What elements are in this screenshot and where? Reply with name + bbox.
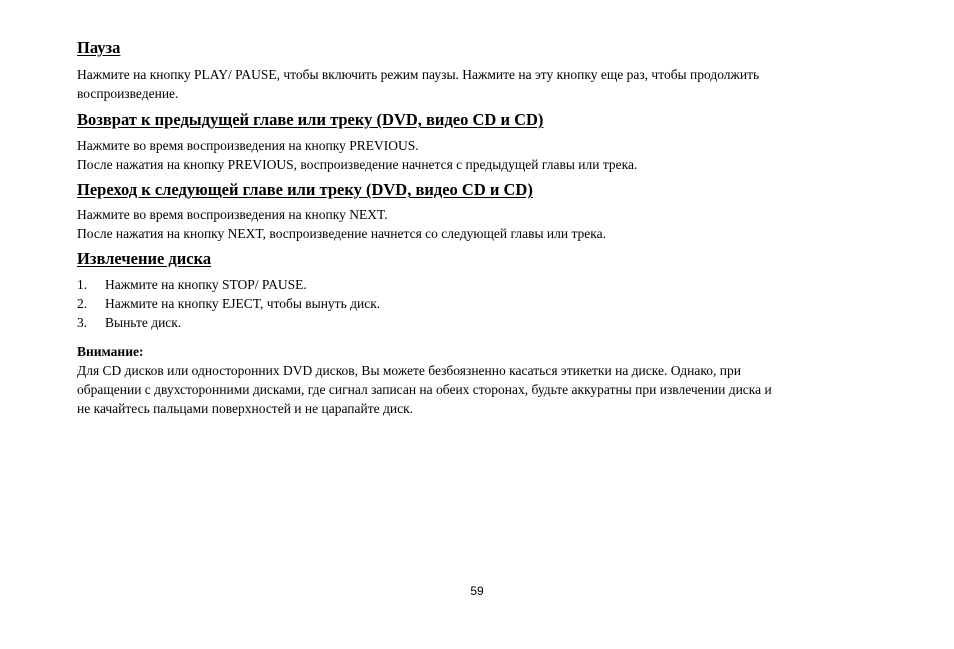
section-heading-next: Переход к следующей главе или треку (DVD, видео CD и CD) [77,180,533,199]
warning-text [77,361,925,418]
list-item [77,294,925,313]
section-heading-pause: Пауза [77,38,121,57]
warning-title: Внимание: [77,344,144,359]
eject-steps-list [77,275,925,332]
step-text: Нажмите на кнопку EJECT, чтобы вынуть диск. [105,296,381,311]
section-text-previous [77,136,925,174]
manual-page [77,38,925,418]
step-text: Нажмите на кнопку STOP/ PAUSE. [105,277,307,292]
text-line: Нажмите во время воспроизведения на кнопку NEXT. [77,207,388,222]
section-heading-previous: Возврат к предыдущей главе или треку (DVD, видео CD и CD) [77,110,544,129]
step-text: Выньте диск. [105,315,182,330]
text-line: Нажмите во время воспроизведения на кнопку PREVIOUS. [77,138,419,153]
step-number: 3. [77,315,88,330]
text-line: После нажатия на кнопку PREVIOUS, воспроизведение начнется с предыдущей главы или трека. [77,157,638,172]
section-text-next [77,205,925,243]
text-line: обращении с двухсторонними дисками, где сигнал записан на обеих сторонах, будьте аккуратны при извлечении диска и [77,382,772,397]
text-line: воспроизведение. [77,86,179,101]
step-number: 2. [77,296,88,311]
text-line: Для CD дисков или односторонних DVD дисков, Вы можете безбоязненно касаться этикетки на диске. Однако, при [77,363,741,378]
text-line: После нажатия на кнопку NEXT, воспроизведение начнется со следующей главы или трека. [77,226,606,241]
section-heading-eject: Извлечение диска [77,249,212,268]
section-text-pause [77,65,925,103]
text-line: не качайтесь пальцами поверхностей и не царапайте диск. [77,401,413,416]
text-line: Нажмите на кнопку PLAY/ PAUSE, чтобы включить режим паузы. Нажмите на эту кнопку еще раз, чтобы продолжить [77,67,760,82]
list-item [77,313,925,332]
step-number: 1. [77,277,88,292]
page-number: 59 [470,584,484,598]
list-item [77,275,925,294]
